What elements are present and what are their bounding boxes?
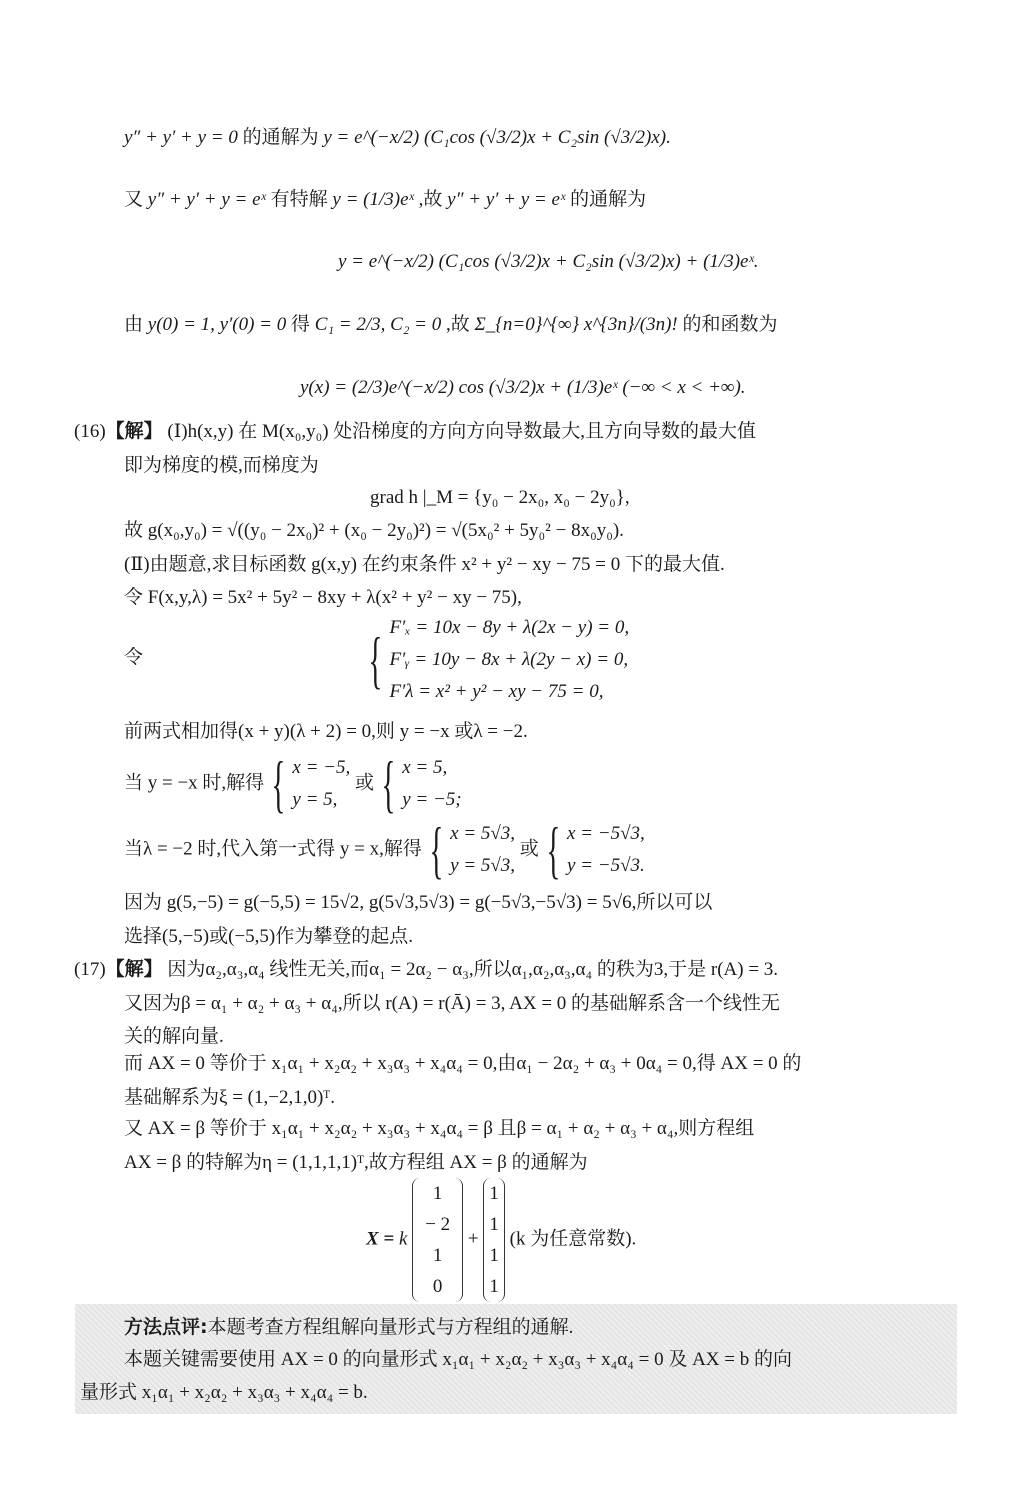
p15-prefix2: 由: [124, 314, 144, 335]
gradient-formula: [370, 488, 630, 507]
vec-entry: 1: [432, 1183, 443, 1204]
p16-line1: [74, 422, 756, 441]
general-solution: y = e^(−x/2) (C₁cos (√3/2)x + C₂sin (√3/2)x) + (1/3)eˣ.: [338, 251, 759, 272]
eq-fy: F′ᵧ = 10y − 8x + λ(2y − x) = 0,: [389, 649, 629, 670]
solution-label: 【解】: [105, 420, 163, 442]
problem-number-17: (17): [74, 959, 106, 980]
k-note: (k 为任意常数).: [509, 1228, 637, 1250]
sol-y: y = −5√3.: [567, 855, 645, 876]
problem-number-16: (16): [74, 421, 106, 442]
k-coefficient: k: [399, 1228, 408, 1250]
left-brace: {: [271, 748, 286, 819]
sol-y: y = 5√3,: [450, 855, 516, 876]
p15-text2: ,故: [418, 189, 443, 210]
p15-text5: ,故: [446, 314, 470, 335]
p15-text3: 的通解为: [570, 189, 647, 210]
sol-x: x = −5√3,: [567, 823, 645, 844]
p17-line3: 关的解向量.: [124, 1026, 224, 1047]
p17-line1: [74, 960, 778, 979]
homogeneous-solution: y = e^(−x/2) (C₁cos (√3/2)x + C₂sin (√3/2)x).: [323, 127, 671, 148]
p17-line4: 而 AX = 0 等价于 x₁α₁ + x₂α₂ + x₃α₃ + x₄α₄ = 0,由α₁ − 2α₂ + α₃ + 0α₄ = 0,得 AX = 0 的: [124, 1053, 802, 1074]
p15-text6: 的和函数为: [682, 314, 778, 335]
ode-nonhomogeneous-2: y″ + y′ + y = eˣ: [447, 189, 566, 210]
solution-label: 【解】: [105, 958, 163, 980]
general-solution-vector: [366, 1178, 636, 1302]
g-formula: 故 g(x₀,y₀) = √((y₀ − 2x₀)² + (x₀ − 2y₀)²) = √(5x₀² + 5y₀² − 8x₀y₀).: [124, 520, 624, 541]
vec-entry: 1: [489, 1214, 499, 1235]
p15-text: 的通解为: [242, 127, 319, 148]
comment-line2: 本题关键需要使用 AX = 0 的向量形式 x₁α₁ + x₂α₂ + x₃α₃ + x₄α₄ = 0 及 AX = b 的向: [124, 1349, 792, 1370]
case2-sol1: [450, 818, 515, 882]
case1: [124, 748, 462, 819]
p15-line4: [124, 315, 778, 334]
p17-text1: 因为α₂,α₃,α₄ 线性无关,而α₁ = 2α₂ − α₃,所以α₁,α₂,α₃,α₄ 的秩为3,于是 r(A) = 3.: [167, 959, 779, 980]
sol-x: x = −5,: [292, 757, 351, 778]
p15-line1: [124, 128, 671, 147]
constants: C₁ = 2/3, C₂ = 0: [314, 314, 442, 335]
sum-function: y(x) = (2/3)e^(−x/2) cos (√3/2)x + (1/3)eˣ (−∞ < x < +∞).: [300, 377, 746, 398]
x-vector-label: X =: [366, 1228, 395, 1250]
p15-text4: 得: [291, 314, 311, 335]
case1-sol2: [402, 752, 461, 816]
system-equations: [389, 612, 629, 708]
lagrange-function: 令 F(x,y,λ) = 5x² + 5y² − 8xy + λ(x² + y² − xy − 75),: [124, 587, 522, 608]
case2-sol2: [567, 818, 645, 882]
p16-line2: 即为梯度的模,而梯度为: [124, 455, 319, 476]
eq-flambda: F′λ = x² + y² − xy − 75 = 0,: [389, 681, 604, 702]
p15-text1: 有特解: [270, 189, 328, 210]
p17-line2: 又因为β = α₁ + α₂ + α₃ + α₄,所以 r(A) = r(Ā) = 3, AX = 0 的基础解系含一个线性无: [124, 993, 781, 1014]
or-text: 或: [519, 838, 539, 860]
left-brace: {: [429, 814, 443, 885]
case1-sol1: [292, 752, 350, 816]
eq-fx: F′ₓ = 10x − 8y + λ(2x − y) = 0,: [389, 617, 630, 638]
vec-entry: − 2: [425, 1214, 451, 1235]
vec-entry: 1: [489, 1183, 499, 1204]
conclusion1: 因为 g(5,−5) = g(−5,5) = 15√2, g(5√3,5√3) = g(−5√3,−5√3) = 5√6,所以可以: [124, 892, 713, 913]
p17-line5: 基础解系为ξ = (1,−2,1,0)ᵀ.: [124, 1087, 335, 1108]
plus-sign: +: [467, 1228, 479, 1250]
sol-y: y = −5;: [402, 789, 462, 810]
lagrange-system: [366, 612, 629, 708]
initial-conditions: y(0) = 1, y′(0) = 0: [147, 314, 287, 335]
p16-part2: (Ⅱ)由题意,求目标函数 g(x,y) 在约束条件 x² + y² − xy − 75 = 0 下的最大值.: [124, 554, 725, 575]
vec-entry: 1: [489, 1276, 499, 1297]
system-prefix: 令: [124, 647, 144, 668]
conclusion2: 选择(5,−5)或(−5,5)作为攀登的起点.: [124, 926, 413, 947]
sum-line: 前两式相加得(x + y)(λ + 2) = 0,则 y = −x 或λ = −2.: [124, 721, 528, 742]
particular-vector: [483, 1178, 505, 1302]
basis-vector: [412, 1178, 463, 1302]
left-brace: {: [381, 748, 396, 819]
p16-text1: (Ⅰ)h(x,y) 在 M(x₀,y₀) 处沿梯度的方向方向导数最大,且方向导数的最大值: [167, 421, 757, 442]
case2-prefix: 当λ = −2 时,代入第一式得 y = x,解得: [124, 838, 422, 860]
comment-title: 方法点评:: [124, 1316, 208, 1338]
left-brace: {: [368, 624, 383, 695]
p15-line2: [124, 190, 646, 209]
sol-y: y = 5,: [292, 789, 338, 810]
vec-entry: 1: [489, 1245, 499, 1266]
vec-entry: 1: [432, 1245, 443, 1266]
power-series: Σ_{n=0}^{∞} x^{3n}/(3n)!: [474, 314, 678, 335]
ode-homogeneous: y″ + y′ + y = 0: [124, 127, 238, 148]
or-text: 或: [354, 772, 374, 794]
vec-entry: 0: [432, 1276, 443, 1297]
p15-prefix: 又: [124, 189, 144, 210]
comment-summary: 本题考查方程组解向量形式与方程组的通解.: [207, 1317, 574, 1338]
sol-x: x = 5√3,: [450, 823, 516, 844]
grad-expr: grad h |_M = {y₀ − 2x₀, x₀ − 2y₀},: [370, 487, 630, 508]
left-brace: {: [545, 814, 560, 885]
particular-solution: y = (1/3)eˣ: [332, 189, 414, 210]
sol-x: x = 5,: [402, 757, 448, 778]
p17-line7: AX = β 的特解为η = (1,1,1,1)ᵀ,故方程组 AX = β 的通解为: [124, 1152, 588, 1173]
comment-line3: 量形式 x₁α₁ + x₂α₂ + x₃α₃ + x₄α₄ = b.: [80, 1382, 368, 1403]
case2: [124, 814, 645, 885]
case1-prefix: 当 y = −x 时,解得: [124, 772, 265, 794]
ode-nonhomogeneous: y″ + y′ + y = eˣ: [147, 189, 266, 210]
comment-line1: [124, 1318, 573, 1337]
p17-line6: 又 AX = β 等价于 x₁α₁ + x₂α₂ + x₃α₃ + x₄α₄ = β 且β = α₁ + α₂ + α₃ + α₄,则方程组: [124, 1118, 755, 1139]
